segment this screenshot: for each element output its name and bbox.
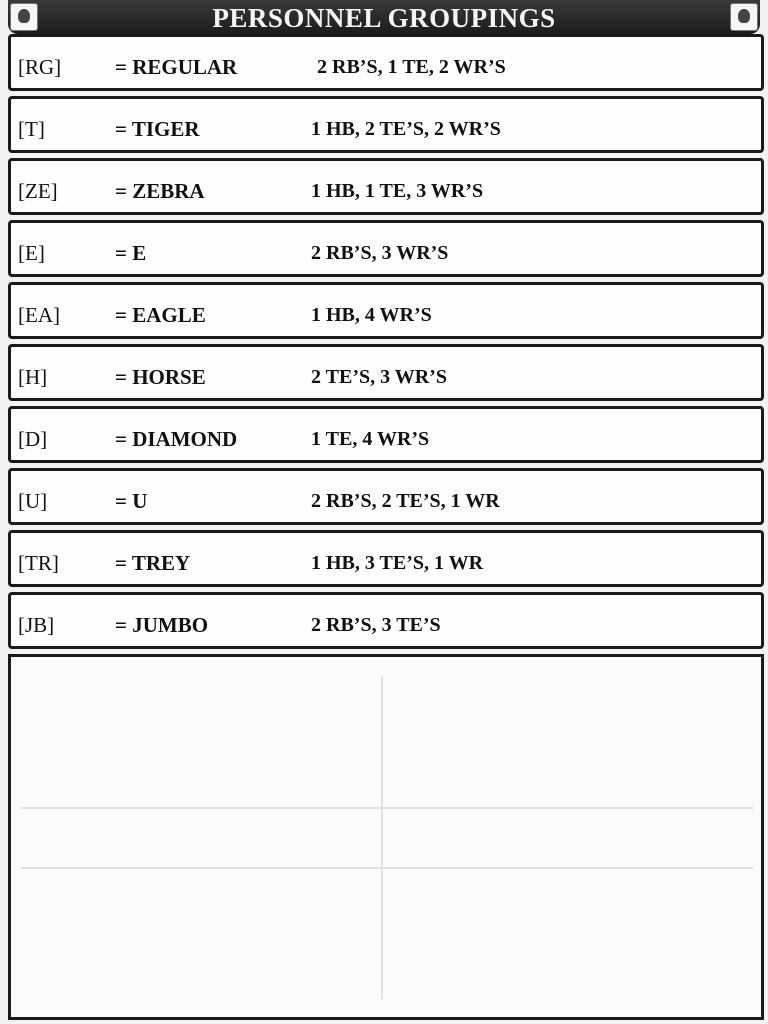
- groupings-table: [8, 34, 764, 654]
- grouping-code: [EA]: [18, 303, 60, 327]
- grouping-name: = JUMBO: [115, 613, 209, 637]
- grouping-row: [8, 34, 764, 91]
- grouping-code: [U]: [18, 489, 48, 513]
- grouping-code: [D]: [18, 427, 48, 451]
- team-logo-icon: [730, 3, 758, 31]
- grouping-row: [8, 96, 764, 153]
- grouping-code: [E]: [18, 241, 45, 265]
- grouping-name: = TREY: [115, 551, 191, 575]
- grouping-row: [8, 592, 764, 649]
- grouping-description: 2 TE’S, 3 WR’S: [311, 366, 447, 388]
- grouping-code: [H]: [18, 365, 48, 389]
- grouping-code: [ZE]: [18, 179, 58, 203]
- grouping-description: 1 HB, 3 TE’S, 1 WR: [311, 552, 484, 574]
- grouping-row: [8, 468, 764, 525]
- grouping-name: = E: [115, 241, 147, 265]
- grouping-code: [RG]: [18, 55, 62, 79]
- bleed-through-divider: [381, 677, 383, 999]
- grouping-description: 1 HB, 1 TE, 3 WR’S: [311, 180, 484, 202]
- grouping-name: = EAGLE: [115, 303, 206, 327]
- grouping-row: [8, 530, 764, 587]
- grouping-row: [8, 158, 764, 215]
- grouping-name: = TIGER: [115, 117, 200, 141]
- grouping-row: [8, 220, 764, 277]
- blank-diagram-area: [8, 654, 764, 1020]
- grouping-description: 2 RB’S, 3 WR’S: [311, 242, 449, 264]
- grouping-name: = U: [115, 489, 148, 513]
- grouping-name: = HORSE: [115, 365, 206, 389]
- grouping-name: = DIAMOND: [115, 427, 238, 451]
- bleed-through-divider: [21, 807, 753, 809]
- grouping-code: [JB]: [18, 613, 55, 637]
- bleed-through-divider: [21, 867, 753, 869]
- grouping-name: = REGULAR: [115, 55, 238, 79]
- grouping-name: = ZEBRA: [115, 179, 205, 203]
- grouping-code: [T]: [18, 117, 45, 141]
- grouping-description: 1 HB, 2 TE’S, 2 WR’S: [311, 118, 501, 140]
- header-banner: [8, 0, 760, 34]
- grouping-description: 2 RB’S, 2 TE’S, 1 WR: [311, 490, 500, 512]
- grouping-code: [TR]: [18, 551, 59, 575]
- grouping-description: 2 RB’S, 1 TE, 2 WR’S: [317, 56, 506, 78]
- grouping-row: [8, 406, 764, 463]
- grouping-description: 2 RB’S, 3 TE’S: [311, 614, 441, 636]
- page-title: PERSONNEL GROUPINGS: [212, 3, 556, 33]
- grouping-description: 1 TE, 4 WR’S: [311, 428, 430, 450]
- grouping-row: [8, 344, 764, 401]
- grouping-description: 1 HB, 4 WR’S: [311, 304, 432, 326]
- grouping-row: [8, 282, 764, 339]
